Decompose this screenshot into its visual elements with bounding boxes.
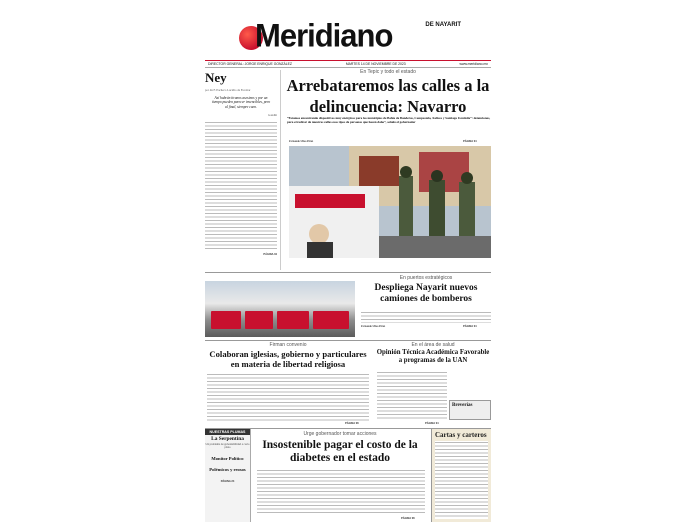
opinion-page-ref: PÁGINA 04 [425, 422, 439, 425]
sidebar-page-ref: PÁGINA 24 [220, 479, 235, 483]
sidebar-title[interactable]: La Serpentina [211, 436, 244, 442]
newspaper-logo: Meridiano [255, 17, 393, 54]
diabetes-body-text [257, 469, 425, 515]
letters-body-text [435, 441, 488, 519]
lead-author: Fernando Ulloa Pérez [289, 140, 314, 143]
fire-truck [211, 311, 241, 329]
breverias-box [449, 400, 491, 420]
columnists-sidebar [205, 429, 251, 522]
letters-box [431, 429, 491, 522]
churches-page-ref: PÁGINA 08 [345, 422, 359, 425]
letters-title[interactable]: Cartas y carteros [435, 431, 487, 439]
opinion-column [205, 70, 281, 270]
director-line: DIRECTOR GENERAL: JORGE ENRIQUE GONZÁLEZ [208, 62, 292, 66]
info-bar [205, 60, 491, 68]
churches-headline[interactable]: Colaboran iglesias, gobierno y particulares en materia de libertad religiosa [209, 349, 367, 370]
column-page-ref: PÁGINA 04 [263, 252, 277, 256]
opinion-kicker: En el área de salud [411, 342, 455, 348]
firefighters-section [205, 272, 491, 334]
lead-photo-graphic [289, 146, 491, 258]
masthead [205, 18, 491, 60]
issue-date: MARTES 14 DE NOVIEMBRE DE 2023 [345, 62, 406, 66]
firefighters-headline[interactable]: Despliega Nayarit nuevos camiones de bomberos [374, 283, 478, 305]
lead-kicker: En Tepic y todo el estado [360, 69, 416, 75]
website-link[interactable]: www.meridiano.mx [459, 62, 488, 66]
logo-region: DE NAYARIT [425, 22, 461, 28]
breverias-title: Breverías [452, 403, 473, 408]
sidebar-column-3[interactable]: Polémicos y reosos [209, 466, 246, 472]
firefighters-page-ref: PÁGINA 04 [463, 325, 477, 328]
firefighters-body-text [361, 311, 491, 323]
column-body-text [205, 121, 277, 251]
firefighters-kicker: En puertos estratégicos [399, 275, 453, 281]
diabetes-kicker: Urge gobernador tomar acciones [303, 431, 377, 437]
sidebar-column-2[interactable]: Monitor Político [211, 455, 244, 461]
sidebar-header: NUESTRAS PLUMAS [205, 429, 250, 435]
fire-truck [313, 311, 349, 329]
column-title: Ney [205, 70, 227, 85]
sidebar-subtitle: Un problema de gobernabilidad a corto plazo [205, 442, 250, 450]
opinion-body-text [377, 371, 447, 421]
lead-photo [289, 146, 491, 258]
fire-truck [277, 311, 309, 329]
churches-body-text [207, 373, 369, 421]
opinion-headline[interactable]: Opinión Técnica Académica Favorable a programas de la UAN [376, 349, 490, 365]
diabetes-page-ref: PÁGINA 08 [401, 517, 415, 520]
column-quote: Así habrán tiranos asesinos y por un tiempo pueden parecer invencibles, pero al final, siempre caen. [211, 96, 271, 109]
column-byline: por dn F. Pacheco Lucidio de Escobar [205, 88, 251, 92]
lead-page-ref: PÁGINA 04 [463, 140, 477, 143]
newspaper-front-page [205, 0, 491, 522]
firefighters-author: Fernando Ulloa Pérez [361, 325, 386, 328]
bottom-section [205, 428, 491, 522]
lead-headline[interactable]: Arrebataremos las calles a la delincuencia: Navarro [286, 76, 490, 116]
firefighters-photo [205, 281, 355, 337]
churches-kicker: Firman convenio [269, 342, 307, 348]
diabetes-headline[interactable]: Insostenible pagar el costo de la diabetes en el estado [262, 439, 418, 465]
quote-attribution: Gandhi [268, 112, 277, 117]
fire-truck [245, 311, 273, 329]
lead-deck: “Estamos encontrando dispositivos muy enérgicos para los municipios de Bahía de Banderas, Compostela, Xalisco y Santiago Ixcuintla”: detenciones, para erradicar de nuestras calles esos tipos de personas que hacen daño”, señaló el gobernador [287, 116, 491, 125]
